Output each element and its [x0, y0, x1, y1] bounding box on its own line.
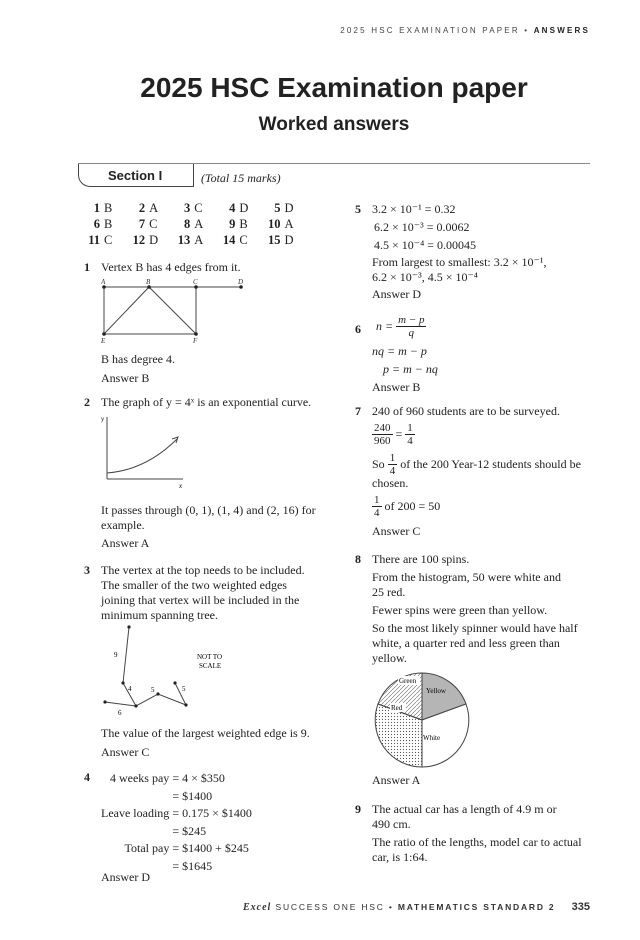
q9-line: The ratio of the lengths, model car to actual — [372, 835, 582, 849]
question-number: 4 — [84, 770, 90, 784]
grid-qnum: 14 — [222, 233, 236, 247]
q7-text: 240 of 960 students are to be surveyed. — [372, 404, 560, 418]
vertex-label: E — [101, 337, 106, 344]
q8-line: white, a quarter red and less green than — [372, 636, 560, 650]
q3-line: joining that vertex will be included in the — [101, 593, 300, 607]
slice-label: Red — [391, 704, 403, 712]
q8-answer: Answer A — [372, 773, 421, 787]
q2-exponential-graph — [101, 413, 191, 491]
grid-qnum: 2 — [138, 201, 146, 215]
question-number: 5 — [355, 202, 361, 216]
grid-qnum: 12 — [132, 233, 146, 247]
q9-line: 490 cm. — [372, 817, 411, 831]
q3-result-text: The value of the largest weighted edge is 9. — [101, 726, 310, 740]
q6-formula — [372, 314, 602, 344]
vertex-label: C — [193, 278, 198, 286]
q8-line: From the histogram, 50 were white and — [372, 570, 561, 584]
fraction-numerator: 1 — [374, 494, 380, 506]
header-separator: • — [524, 26, 530, 35]
q7-so: So — [372, 457, 385, 471]
grid-qnum: 8 — [184, 217, 191, 231]
question-number: 8 — [355, 552, 361, 566]
question-2 — [84, 395, 331, 550]
grid-answer: A — [194, 233, 204, 247]
answer-grid-row — [84, 233, 307, 249]
question-6 — [355, 314, 602, 395]
vertex-label: B — [146, 278, 151, 286]
q4-answer: Answer D — [101, 870, 150, 884]
grid-qnum: 3 — [184, 201, 191, 215]
q7-of200: of 200 = 50 — [384, 499, 441, 513]
fraction-numerator: 1 — [407, 422, 413, 434]
edge-weight: 9 — [114, 651, 118, 659]
grid-qnum: 10 — [268, 217, 281, 231]
section-total: (Total 15 marks) — [201, 171, 281, 185]
q1-degree-text: B has degree 4. — [101, 352, 175, 366]
header-prefix: 2025 HSC EXAMINATION PAPER — [340, 26, 520, 35]
calc-label: 4 weeks pay — [109, 771, 170, 785]
grid-qnum: 5 — [274, 201, 281, 215]
question-number: 6 — [355, 322, 361, 336]
calc-label: Leave loading — [101, 806, 170, 820]
edge-weight: 4 — [128, 685, 132, 693]
q7-fraction-eq — [372, 422, 602, 452]
footer-series: SUCCESS ONE HSC — [275, 902, 385, 912]
grid-answer: A — [149, 201, 159, 215]
grid-qnum: 7 — [138, 217, 146, 231]
formula-fraction — [396, 314, 426, 339]
q3-answer: Answer C — [101, 745, 150, 759]
footer-separator: • — [388, 902, 394, 912]
q3-line: The vertex at the top needs to be included. — [101, 563, 305, 577]
question-4 — [84, 770, 331, 884]
fraction — [388, 452, 398, 477]
q6-step: p = m − nq — [383, 362, 438, 376]
q5-line: 6.2 × 10⁻³ = 0.0062 — [374, 220, 470, 234]
q1-graph-diagram — [101, 278, 271, 344]
grid-answer: D — [149, 233, 159, 247]
grid-answer: D — [284, 233, 294, 247]
grid-answer: C — [104, 233, 113, 247]
answer-grid-row — [84, 217, 307, 233]
q5-answer: Answer D — [372, 287, 421, 301]
q1-answer: Answer B — [101, 371, 150, 385]
question-9 — [355, 802, 602, 865]
fraction — [405, 422, 415, 447]
equals-sign: = — [395, 427, 403, 441]
grid-qnum: 11 — [88, 233, 100, 247]
q8-line: 25 red. — [372, 585, 406, 599]
question-1 — [84, 260, 331, 385]
q6-step: nq = m − p — [372, 344, 427, 358]
fraction-denominator: 4 — [374, 507, 380, 519]
fraction-denominator: q — [408, 327, 415, 339]
q4-calculation — [101, 770, 253, 875]
question-number: 1 — [84, 260, 90, 274]
grid-qnum: 1 — [93, 201, 100, 215]
grid-answer: A — [284, 217, 294, 231]
fraction-numerator: m − p — [398, 314, 425, 326]
q5-order-text: 6.2 × 10⁻³, 4.5 × 10⁻⁴ — [372, 270, 478, 284]
vertex-label: F — [193, 337, 198, 344]
question-3 — [84, 563, 331, 759]
header-suffix: ANSWERS — [533, 26, 590, 35]
question-number: 3 — [84, 563, 90, 577]
calc-label — [101, 788, 171, 806]
edge-weight: 6 — [118, 709, 122, 717]
fraction — [372, 422, 393, 447]
q9-line: car, is 1:64. — [372, 850, 428, 864]
calc-value: = $1400 + $245 — [172, 841, 249, 855]
grid-qnum: 4 — [229, 201, 236, 215]
grid-answer: B — [239, 217, 248, 231]
grid-answer: B — [104, 217, 113, 231]
slice-label: White — [423, 734, 441, 742]
footer-subject: MATHEMATICS STANDARD 2 — [397, 902, 556, 912]
fraction-numerator: 1 — [389, 452, 396, 464]
calc-value: = 4 × $350 — [172, 771, 225, 785]
q6-answer: Answer B — [372, 380, 421, 394]
q8-spinner-pie — [372, 670, 472, 770]
grid-answer: B — [104, 201, 113, 215]
edge-weight: 5 — [151, 686, 155, 694]
q9-line: The actual car has a length of 4.9 m or — [372, 802, 557, 816]
q2-answer: Answer A — [101, 536, 150, 550]
fraction — [372, 494, 382, 519]
q3-spanning-tree-diagram — [101, 623, 241, 723]
q3-line: minimum spanning tree. — [101, 608, 218, 622]
grid-qnum: 6 — [93, 217, 100, 231]
grid-answer: C — [194, 201, 203, 215]
answer-grid — [84, 201, 307, 249]
calc-value: = $1400 — [172, 788, 213, 803]
page-title: 2025 HSC Examination paper — [140, 72, 528, 103]
vertex-label: A — [101, 278, 106, 286]
calc-value: = 0.175 × $1400 — [172, 806, 252, 820]
calc-label — [101, 823, 171, 841]
grid-answer: D — [239, 201, 249, 215]
q5-line: 3.2 × 10⁻¹ = 0.32 — [372, 202, 456, 216]
q8-line: yellow. — [372, 651, 407, 665]
grid-qnum: 9 — [229, 217, 236, 231]
page-number: 335 — [571, 901, 590, 913]
slice-label: Yellow — [426, 687, 446, 695]
vertex-label: D — [238, 278, 244, 286]
scale-note: SCALE — [199, 662, 222, 670]
running-header — [340, 26, 590, 35]
grid-answer: A — [194, 217, 204, 231]
fraction-denominator: 960 — [374, 435, 391, 447]
q7-chosen: chosen. — [372, 476, 409, 490]
slice-label: Green — [399, 677, 417, 685]
footer-brand: Excel — [243, 902, 272, 913]
grid-qnum: 15 — [268, 233, 281, 247]
question-5 — [355, 202, 602, 302]
page-subtitle: Worked answers — [258, 114, 410, 135]
q1-text: Vertex B has 4 edges from it. — [101, 260, 241, 274]
fraction-denominator: 4 — [407, 435, 413, 447]
question-number: 9 — [355, 802, 361, 816]
answer-grid-row — [84, 201, 307, 217]
q7-so-rest: of the 200 Year-12 students should be — [400, 457, 581, 471]
question-8 — [355, 552, 602, 787]
q5-line: 4.5 × 10⁻⁴ = 0.00045 — [374, 238, 477, 252]
calc-value: = $245 — [172, 823, 207, 838]
question-7 — [355, 404, 602, 539]
formula-lhs: n = — [376, 319, 394, 333]
q7-of200-line — [372, 494, 602, 524]
grid-answer: C — [149, 217, 158, 231]
fraction-numerator: 240 — [374, 422, 391, 434]
q5-order-text: From largest to smallest: 3.2 × 10⁻¹, — [372, 255, 547, 269]
q2-text: The graph of y = 4ˣ is an exponential curve. — [101, 395, 312, 409]
q8-line: There are 100 spins. — [372, 552, 470, 566]
grid-qnum: 13 — [177, 233, 191, 247]
question-number: 7 — [355, 404, 361, 418]
scale-note: NOT TO — [197, 653, 223, 661]
grid-answer: D — [284, 201, 294, 215]
q7-answer: Answer C — [372, 524, 421, 538]
q8-line: So the most likely spinner would have half — [372, 621, 578, 635]
y-axis-label: y — [101, 415, 105, 423]
q3-line: The smaller of the two weighted edges — [101, 578, 287, 592]
q8-line: Fewer spins were green than yellow. — [372, 603, 548, 617]
section-label: Section I — [108, 168, 163, 183]
q2-points-text: It passes through (0, 1), (1, 4) and (2, 16) for example. — [101, 503, 316, 532]
calc-value: = $1645 — [172, 858, 213, 873]
grid-answer: C — [239, 233, 248, 247]
fraction-denominator: 4 — [389, 465, 396, 477]
question-number: 2 — [84, 395, 90, 409]
calc-label: Total pay — [124, 841, 170, 855]
page-footer — [243, 901, 590, 913]
x-axis-label: x — [179, 482, 183, 490]
edge-weight: 5 — [182, 685, 186, 693]
